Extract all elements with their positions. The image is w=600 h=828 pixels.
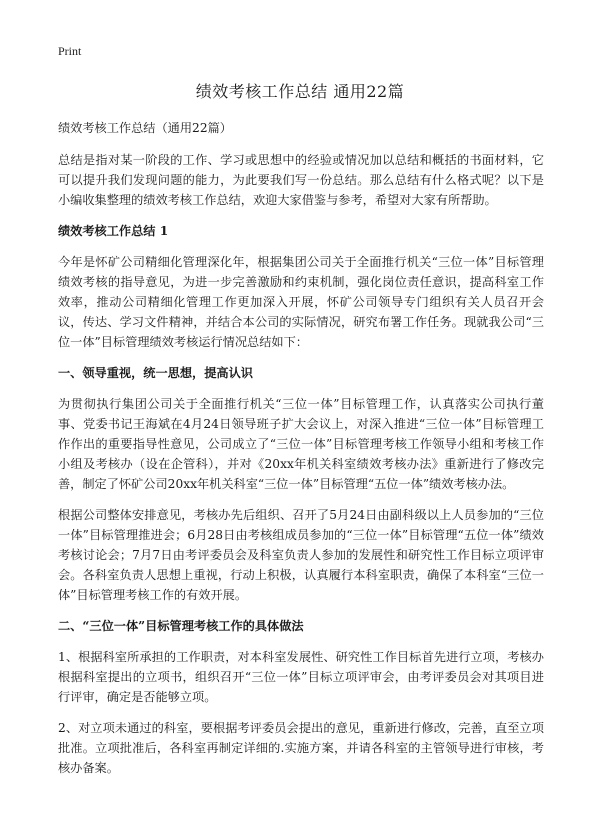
subsection-heading: 二、“三位一体”目标管理考核工作的具体做法: [58, 619, 304, 633]
intro-paragraph: 总结是指对某一阶段的工作、学习或思想中的经验或情况加以总结和概括的书面材料，它可以提升我们发现问题的能力，为此要我们写一份总结。那么总结有什么格式呢？以下是小编收集整理的绩效考核工作总结，欢迎大家借鉴与参考，希望对大家有所帮助。: [58, 153, 544, 207]
section-heading: 绩效考核工作总结 1: [58, 224, 169, 238]
body-paragraph: 1、根据科室所承担的工作职责，对本科室发展性、研究性工作目标首先进行立项，考核办根据科室提出的立项书，组织召开“三位一体”目标立项评审会，由考评委员会对其项目进行评审，确定是否能够立项。: [58, 650, 544, 704]
body-paragraph: 2、对立项未通过的科室，要根据考评委员会提出的意见，重新进行修改，完善，直至立项批准。立项批准后，各科室再制定详细的.实施方案，并请各科室的主管领导进行审核，考核办备案。: [58, 721, 544, 775]
document-subtitle: 绩效考核工作总结（通用22篇）: [58, 121, 232, 135]
page-title: 绩效考核工作总结 通用22篇: [195, 82, 405, 101]
body-paragraph: 今年是怀矿公司精细化管理深化年，根据集团公司关于全面推行机关“三位一体”目标管理绩效考核的指导意见，为进一步完善激励和约束机制，强化岗位责任意识，提高科室工作效率，推动公司精细化管理工作更加深入开展，怀矿公司领导专门组织有关人员召开会议，传达、学习文件精神，并结合本公司的实际情况，研究布署工作任务。现就我公司“三位一体”目标管理绩效考核运行情况总结如下：: [58, 255, 544, 349]
print-link[interactable]: Print: [58, 44, 82, 58]
body-paragraph: 为贯彻执行集团公司关于全面推行机关“三位一体”目标管理工作，认真落实公司执行董事、党委书记王海斌在4月24日领导班子扩大会议上，对深入推进“三位一体”目标管理工作作出的重要指导性意见，公司成立了“三位一体”目标管理考核工作领导小组和考核工作小组及考核办（设在企管科），并对《20xx年机关科室绩效考核办法》重新进行了修改完善，制定了怀矿公司20xx年机关科室“三位一体”目标管理“五位一体”绩效考核办法。: [58, 397, 544, 491]
document-body: [58, 118, 544, 789]
body-paragraph: 根据公司整体安排意见，考核办先后组织、召开了5月24日由副科级以上人员参加的“三位一体”目标管理推进会；6月28日由考核组成员参加的“三位一体”目标管理“五位一体”绩效考核讨论会；7月7日由考评委员会及科室负责人参加的发展性和研究性工作目标立项评审会。各科室负责人思想上重视，行动上积极，认真履行本科室职责，确保了本科室“三位一体”目标管理考核工作的有效开展。: [58, 508, 544, 602]
subsection-heading: 一、领导重视，统一思想，提高认识: [58, 366, 253, 380]
